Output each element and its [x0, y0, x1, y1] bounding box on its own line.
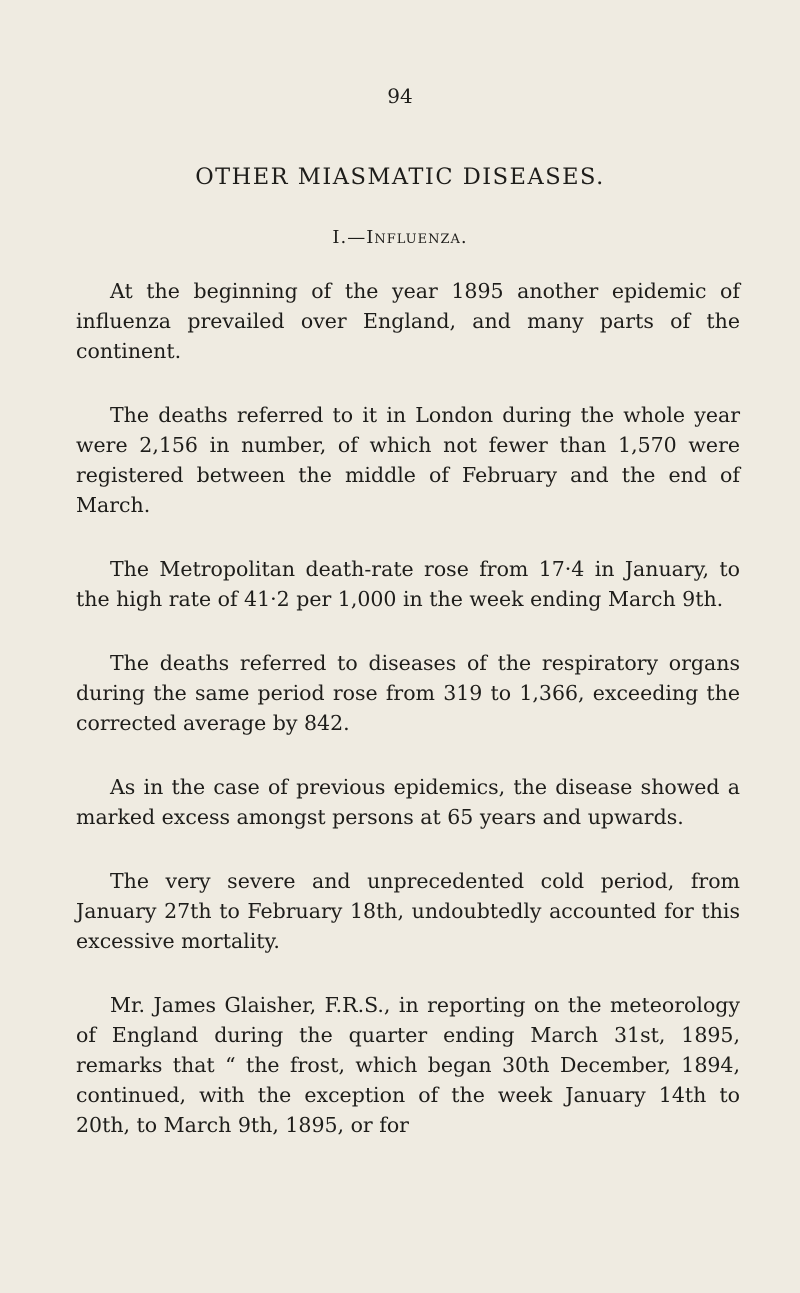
- paragraph: The deaths referred to it in London during the whole year were 2,156 in number, of which not fewer than 1,570 were registered between the middle of February and the end of March.: [76, 403, 740, 517]
- paragraph: As in the case of previous epidemics, the disease showed a marked excess amongst persons at 65 years and upwards.: [76, 775, 740, 829]
- page-number: 94: [387, 84, 413, 108]
- body-text: [76, 276, 740, 1174]
- subsection-title: I.—Influenza.: [332, 227, 468, 248]
- paragraph: The Metropolitan death-rate rose from 17·4 in January, to the high rate of 41·2 per 1,000 in the week ending March 9th.: [76, 557, 740, 611]
- paragraph: The very severe and unprecedented cold period, from January 27th to February 18th, undoubtedly accounted for this excessive mortality.: [76, 869, 740, 953]
- paragraph: At the beginning of the year 1895 another epidemic of influenza prevailed over England, and many parts of the continent.: [76, 279, 740, 363]
- paragraph: The deaths referred to diseases of the respiratory organs during the same period rose from 319 to 1,366, exceeding the corrected average by 842.: [76, 651, 740, 735]
- section-title: OTHER MIASMATIC DISEASES.: [195, 164, 605, 190]
- paragraph: Mr. James Glaisher, F.R.S., in reporting on the meteorology of England during the quarter ending March 31st, 1895, remarks that “ the frost, which began 30th December, 1894, continued, with the exception of the week January 14th to 20th, to March 9th, 1895, or for: [76, 993, 740, 1137]
